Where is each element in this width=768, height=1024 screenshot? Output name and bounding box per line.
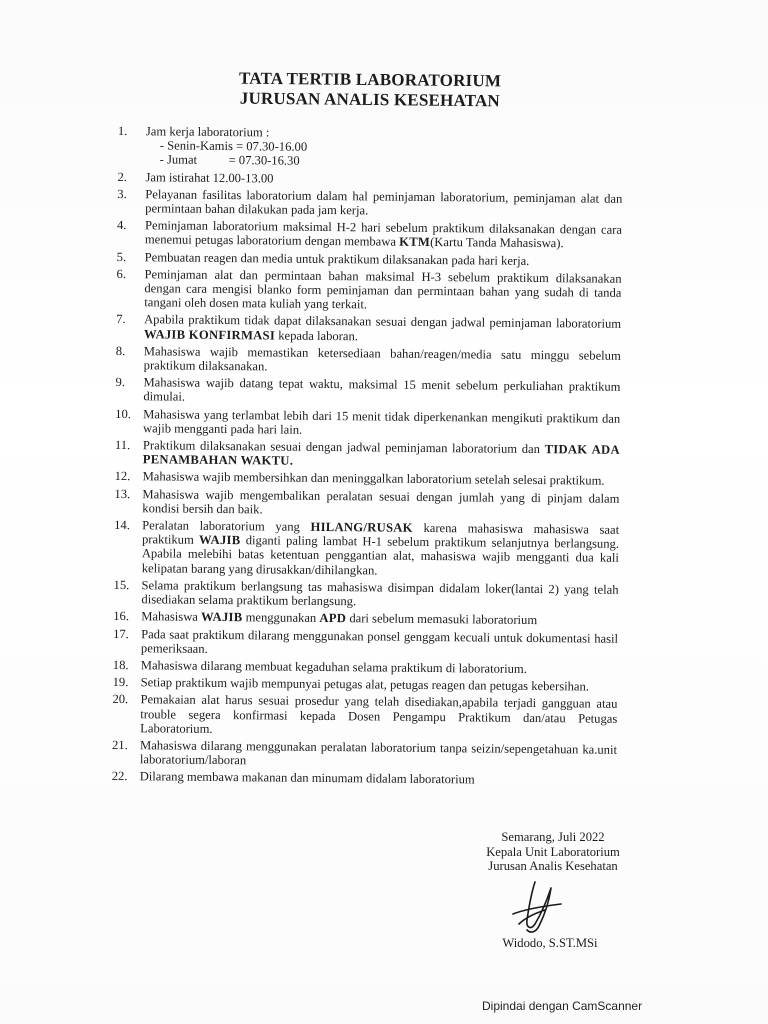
rule-emphasis: WAJIB: [199, 533, 241, 548]
rule-number: 18.: [112, 657, 129, 673]
rule-emphasis: APD: [319, 611, 347, 626]
rule-item: [117, 250, 622, 269]
rule-subitem: - Jumat = 07.30-16.30: [159, 152, 300, 169]
rule-text-segment: Pelayanan fasilitas laboratorium dalam hal peminjaman laboratorium, peminjaman alat dan permintaan bahan dilakukan pada jam kerja.: [145, 187, 623, 218]
rule-text-segment: (Kartu Tanda Mahasiswa).: [430, 235, 564, 251]
rule-text: [141, 610, 537, 628]
rule-text: [143, 407, 620, 437]
rule-text-segment: Mahasiswa dilarang membuat kegaduhan selama praktikum di laboratorium.: [140, 658, 527, 676]
rule-number: 1.: [117, 124, 128, 139]
rule-emphasis: WAJIB KONFIRMASI: [143, 326, 276, 343]
rule-text-segment: Pemakaian alat harus sesuai prosedur yang telah disediakan,apabila terjadi gangguan atau trouble segera konfirmasi kepada Dosen Pengampu Praktikum dan/atau Petugas Laboratorium.: [140, 692, 618, 736]
rule-number: 4.: [116, 218, 127, 233]
rule-text: [144, 344, 621, 373]
rule-text-segment: menggunakan: [242, 610, 320, 626]
rule-item: [115, 438, 620, 471]
rule-item: [113, 626, 618, 659]
rule-text: [145, 170, 273, 185]
rule-text-segment: Jam kerja laboratorium :: [145, 124, 270, 140]
rule-text: [143, 438, 620, 468]
rule-number: 10.: [115, 406, 132, 421]
title-line-2: JURUSAN ANALIS KESEHATAN: [239, 88, 501, 111]
rule-item: [114, 487, 619, 520]
rule-text: [141, 675, 589, 693]
signature-block: [468, 830, 638, 874]
rule-number: 14.: [114, 518, 130, 533]
rule-item: [115, 469, 620, 488]
rule-text: [142, 518, 620, 577]
rule-text: [142, 487, 619, 516]
rule-number: 5.: [116, 249, 127, 264]
rule-text-segment: Pada saat praktikum dilarang menggunakan ponsel genggam kecuali untuk dokumentasi hasil pemeriksaan.: [140, 626, 619, 656]
rule-item: [112, 692, 617, 739]
rule-text-segment: kepada laboran.: [275, 328, 359, 343]
rule-text-segment: Dilarang membawa makanan dan minumam didalam laboratorium: [139, 769, 475, 787]
rule-number: 8.: [115, 343, 126, 358]
rule-text: [143, 470, 605, 488]
signature-department: Jurusan Analis Kesehatan: [488, 859, 618, 873]
rule-item: [117, 170, 622, 189]
rule-item: [113, 578, 618, 611]
rule-text-segment: Mahasiswa wajib membersihkan dan meninggalkan laboratorium setelah selesai praktikum.: [142, 469, 605, 489]
rule-subitem: - Senin-Kamis = 07.30-16.00: [159, 138, 308, 155]
rule-item: [115, 407, 620, 440]
rule-number: 6.: [116, 266, 127, 281]
rules-list: [112, 124, 623, 791]
rule-emphasis: HILANG/RUSAK: [310, 519, 413, 535]
rule-text-segment: dari sebelum memasuki laboratorium: [346, 611, 538, 628]
rule-number: 20.: [112, 692, 129, 707]
rule-item: [114, 518, 620, 580]
signature-position: Kepala Unit Laboratorium: [486, 844, 620, 859]
rule-text: [145, 250, 530, 268]
rule-text-segment: Mahasiswa yang terlambat lebih dari 15 menit tidak diperkenankan mengikuti praktikum dan wajib mengganti pada hari lain.: [143, 406, 621, 437]
rule-item: [117, 218, 622, 251]
rule-number: 12.: [114, 469, 131, 484]
rule-text: [141, 658, 527, 676]
camscanner-watermark: Dipindai dengan CamScanner: [482, 999, 643, 1013]
document-title: [150, 68, 590, 113]
rule-text-segment: diganti paling lambat H-1 sebelum praktikum selanjutnya berlangsung. Apabila melebihi batas ketentuan penggantian alat, mahasiswa wajib mengganti dua kali kelipatan barang yang dirusakkan/dihilangkan.: [141, 533, 620, 578]
rule-item: [115, 375, 620, 408]
title-line-1: TATA TERTIB LABORATORIUM: [238, 68, 502, 91]
rule-text-segment: Jam istirahat 12.00-13.00: [145, 169, 274, 186]
rule-text-segment: Mahasiswa wajib memastikan ketersediaan bahan/reagen/media satu minggu sebelum praktikum dilaksanakan.: [143, 344, 621, 374]
rule-number: 22.: [111, 769, 128, 784]
rule-number: 9.: [115, 375, 126, 390]
rule-text: [146, 124, 270, 139]
rule-text-segment: karena mahasiswa mahasiswa saat praktikum: [141, 520, 620, 548]
rule-number: 13.: [114, 486, 131, 501]
rule-text-segment: Pembuatan reagen dan media untuk praktikum dilaksanakan pada hari kerja.: [144, 249, 530, 268]
rule-number: 7.: [116, 312, 126, 327]
rule-emphasis: TIDAK ADA PENAMBAHAN WAKTU.: [142, 442, 620, 468]
rule-text-segment: Mahasiswa wajib datang tepat waktu, maksimal 15 menit sebelum perkuliahan praktikum dimulai.: [143, 375, 621, 405]
rule-number: 16.: [113, 609, 130, 624]
rule-text-segment: Apabila praktikum tidak dapat dilaksanakan sesuai dengan jadwal peminjaman laboratorium: [144, 312, 622, 332]
rule-emphasis: KTM: [399, 235, 431, 250]
rule-number: 17.: [113, 626, 129, 641]
rule-text: [141, 627, 618, 656]
rule-text-segment: Setiap praktikum wajib mempunyai petugas alat, petugas reagen dan petugas kebersihan.: [140, 675, 590, 694]
rule-text-segment: Peminjaman laboratorium maksimal H-2 hari sebelum praktikum dilaksanakan dengan cara menemui petugas laboratorium dengan membawa: [144, 218, 623, 250]
rule-text: [140, 693, 617, 736]
rule-number: 21.: [111, 737, 128, 753]
rule-text: [140, 738, 617, 767]
rule-number: 11.: [114, 438, 131, 453]
rule-item: [116, 312, 621, 345]
rule-item: [113, 658, 618, 677]
rule-emphasis: WAJIB: [201, 610, 243, 625]
rule-text-segment: Mahasiswa dilarang menggunakan peralatan laboratorium tanpa seizin/sepengetahuan ka.unit laboratorium/laboran: [139, 738, 618, 768]
rule-text-segment: Selama praktikum berlangsung tas mahasiswa disimpan didalam loker(lantai 2) yang telah disediakan selama praktikum berlangsung.: [141, 578, 619, 609]
rule-item: [116, 267, 621, 314]
rule-text: [145, 187, 622, 217]
rule-text-segment: Praktikum dilaksanakan sesuai dengan jadwal peminjaman laboratorium dan: [142, 438, 545, 457]
handwritten-signature-icon: [505, 880, 565, 935]
rule-text: [144, 313, 621, 343]
rule-item: [117, 187, 622, 220]
rule-item: [112, 738, 617, 771]
rule-text: [143, 376, 620, 405]
rule-item: [113, 609, 618, 628]
rule-number: 2.: [117, 169, 128, 184]
rule-text: [140, 770, 475, 787]
rule-number: 3.: [117, 186, 127, 201]
rule-text-segment: Mahasiswa: [141, 609, 202, 625]
signer-name: Widodo, S.ST.MSi: [502, 936, 598, 950]
rule-text-segment: Mahasiswa wajib mengembalikan peralatan sesuai dengan jumlah yang di pinjam dalam kondisi bersih dan baik.: [142, 486, 620, 517]
rule-item: [112, 769, 617, 788]
rule-text-segment: Peminjaman alat dan permintaan bahan maksimal H-3 sebelum praktikum dilaksanakan dengan cara mengisi blanko form peminjaman dan permintaan bahan yang sudah di tanda tangani oleh dosen mata kuliah yang terkait.: [144, 267, 622, 312]
rule-text: [145, 218, 622, 250]
rule-item: [113, 675, 618, 694]
rule-text: [141, 578, 618, 608]
rule-text: [144, 267, 621, 312]
rule-number: 19.: [112, 675, 129, 690]
signature-place-date: Semarang, Juli 2022: [501, 830, 605, 844]
rule-item: [116, 344, 621, 377]
rule-number: 15.: [113, 577, 130, 593]
rule-text-segment: Peralatan laboratorium yang: [142, 518, 311, 534]
rule-item: [118, 124, 623, 171]
